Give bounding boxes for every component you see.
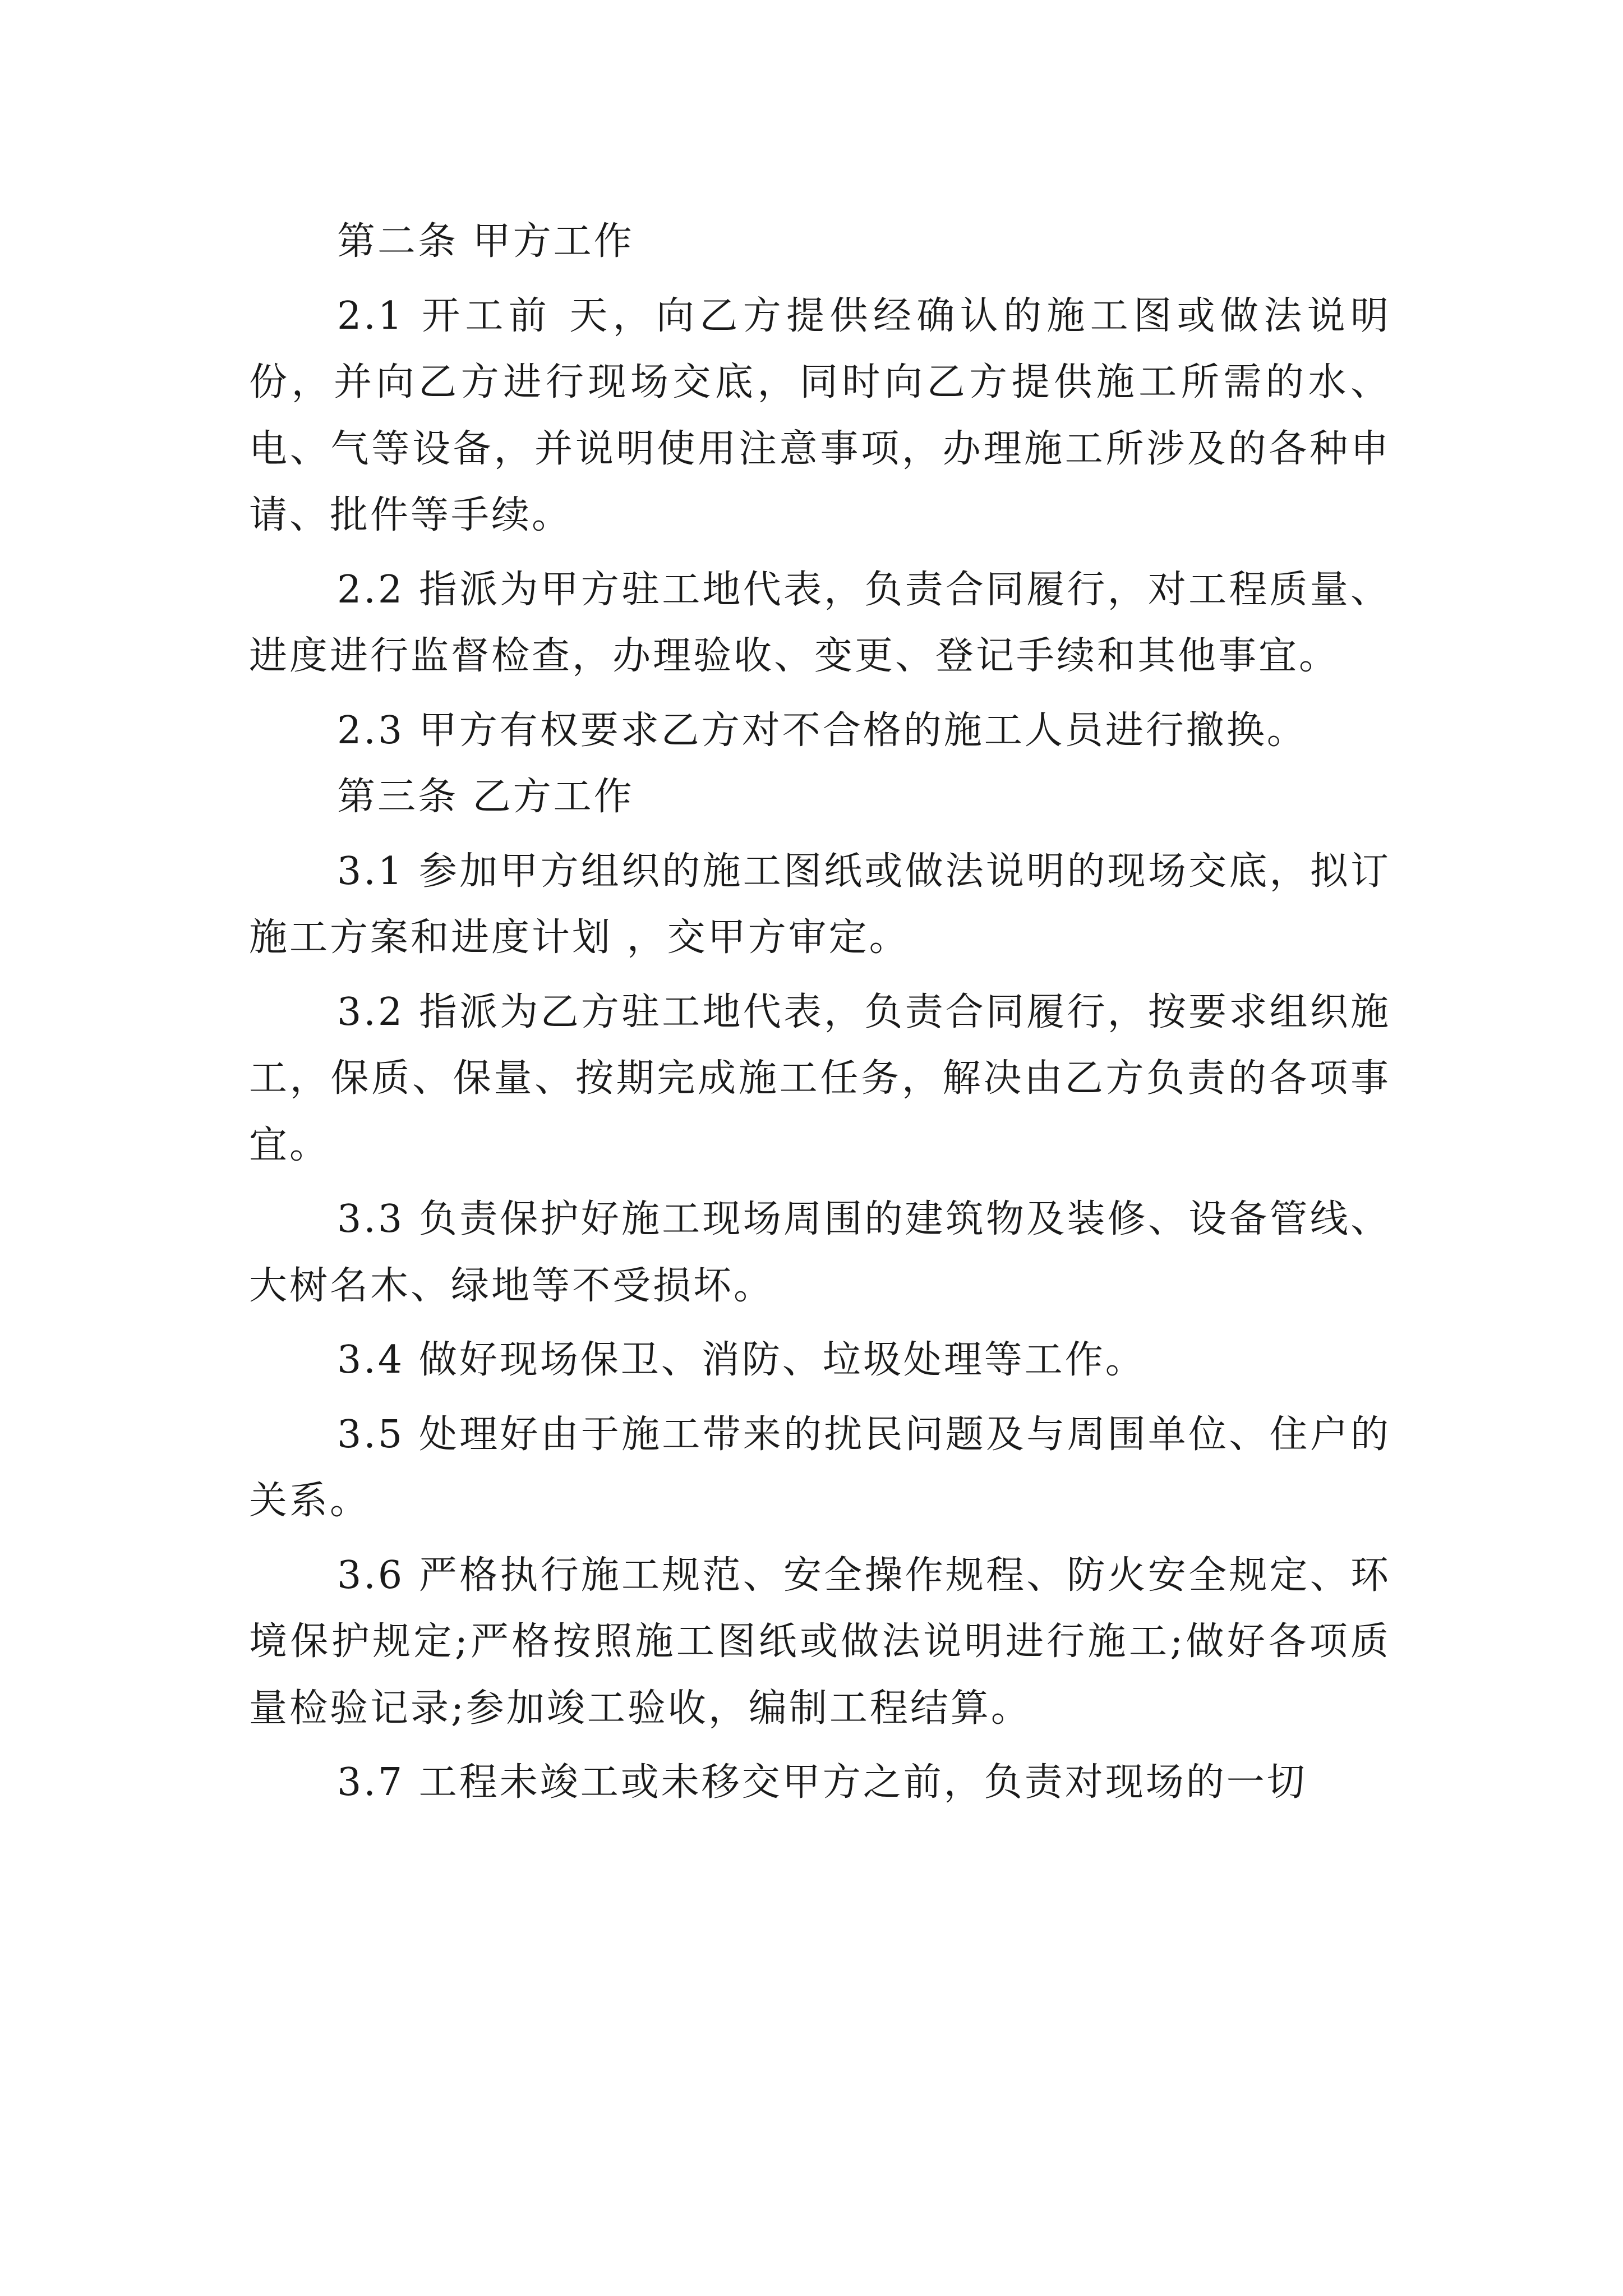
- clause-3-3: 3.3 负责保护好施工现场周围的建筑物及装修、设备管线、大树名木、绿地等不受损坏。: [249, 1197, 1391, 1308]
- heading-article-3: 第三条 乙方工作: [337, 775, 634, 819]
- clause-3-2: 3.2 指派为乙方驻工地代表，负责合同履行，按要求组织施工，保质、保量、按期完成施工任务，解决由乙方负责的各项事宜。: [249, 990, 1391, 1167]
- clause-3-4: 3.4 做好现场保卫、消防、垃圾处理等工作。: [337, 1338, 1146, 1382]
- clause-3-7: 3.7 工程未竣工或未移交甲方之前，负责对现场的一切: [337, 1760, 1307, 1805]
- clause-3-6: 3.6 严格执行施工规范、安全操作规程、防火安全规定、环境保护规定;严格按照施工图纸或做法说明进行施工;做好各项质量检验记录;参加竣工验收，编制工程结算。: [249, 1553, 1391, 1731]
- clause-2-2: 2.2 指派为甲方驻工地代表，负责合同履行，对工程质量、进度进行监督检查，办理验收、变更、登记手续和其他事宜。: [249, 567, 1391, 678]
- document-body: [249, 209, 1391, 1816]
- clause-2-3: 2.3 甲方有权要求乙方对不合格的施工人员进行撤换。: [337, 708, 1307, 753]
- clause-3-5: 3.5 处理好由于施工带来的扰民问题及与周围单位、住户的关系。: [249, 1412, 1391, 1523]
- clause-2-1: 2.1 开工前 天，向乙方提供经确认的施工图或做法说明 份，并向乙方进行现场交底，同时向乙方提供施工所需的水、电、气等设备，并说明使用注意事项，办理施工所涉及的各种申请、批件等手续。: [249, 293, 1391, 537]
- heading-article-2: 第二条 甲方工作: [337, 219, 634, 264]
- clause-3-1: 3.1 参加甲方组织的施工图纸或做法说明的现场交底，拟订施工方案和进度计划 ，交甲方审定。: [249, 849, 1391, 960]
